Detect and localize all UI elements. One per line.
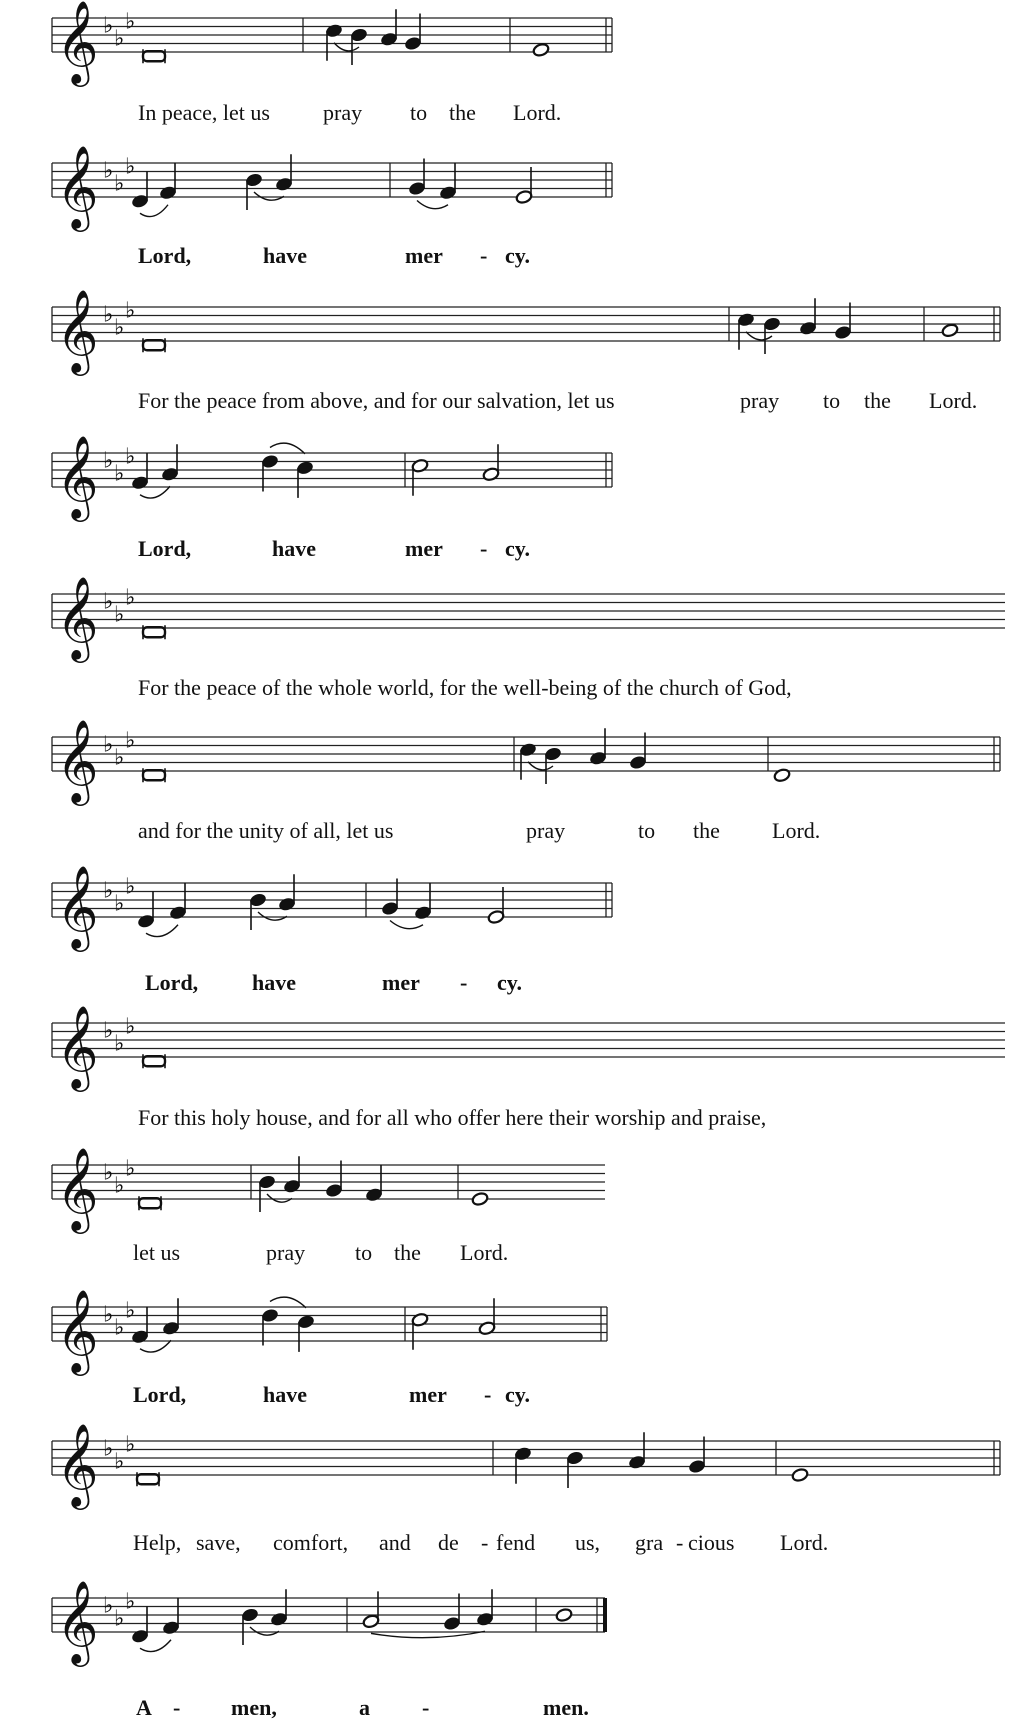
quarter-note-head (131, 475, 149, 490)
flat-icon: ♭ (125, 1156, 136, 1182)
reciting-note-head (137, 1474, 159, 1484)
quarter-note-head (162, 1620, 180, 1635)
slur (267, 1194, 292, 1202)
note (763, 317, 781, 354)
lyric-syllable: gra (635, 1530, 664, 1555)
note (478, 1298, 496, 1335)
lyric-syllable: - (481, 1530, 489, 1555)
staff-system (52, 1579, 605, 1720)
flat-icon: ♭ (114, 1173, 125, 1199)
note (476, 1589, 494, 1626)
note (159, 163, 177, 200)
quarter-note-head (834, 325, 852, 340)
note (487, 887, 505, 924)
flat-icon: ♭ (114, 1449, 125, 1475)
note (283, 1156, 301, 1193)
note (411, 1312, 429, 1349)
note (799, 298, 817, 335)
lyric-syllable: the (864, 388, 891, 413)
lyric-syllable: - (480, 243, 488, 268)
quarter-note-head (325, 1183, 343, 1198)
note (275, 154, 293, 191)
note (482, 444, 500, 481)
treble-clef-icon: 𝄞 (56, 1579, 99, 1663)
half-note-head (411, 1312, 429, 1327)
flat-icon: ♭ (114, 1606, 125, 1632)
note (137, 891, 155, 928)
flat-icon: ♭ (103, 1160, 114, 1186)
flat-icon: ♭ (103, 302, 114, 328)
staff-system (52, 718, 1000, 843)
quarter-note-head (261, 1308, 279, 1323)
note (773, 768, 791, 783)
lyric-syllable: fend (496, 1530, 536, 1555)
note (241, 1608, 259, 1645)
flat-icon: ♭ (114, 315, 125, 341)
whole-note-head (471, 1192, 489, 1207)
quarter-note-head (408, 181, 426, 196)
quarter-note-head (296, 460, 314, 475)
lyric-syllable: cious (688, 1530, 735, 1555)
lyric-syllable: Lord. (929, 388, 978, 413)
note (143, 49, 165, 63)
quarter-note-head (737, 312, 755, 327)
note (249, 893, 267, 930)
quarter-note-head (380, 32, 398, 47)
note (270, 1589, 288, 1626)
lyric-syllable: For the peace from above, and for our salvation, let us (138, 388, 615, 413)
reciting-note-head (143, 627, 165, 637)
lyric-syllable: - (480, 536, 488, 561)
treble-clef-icon: 𝄞 (56, 1004, 99, 1088)
note (737, 312, 755, 349)
flat-icon: ♭ (125, 1014, 136, 1040)
lyric-syllable: to (355, 1240, 373, 1265)
lyric-syllable: to (823, 388, 841, 413)
slur (146, 925, 178, 937)
staff-system (52, 575, 1005, 700)
quarter-note-head (799, 321, 817, 336)
lyric-syllable: pray (740, 388, 780, 413)
treble-clef-icon: 𝄞 (56, 288, 99, 372)
quarter-note-head (414, 905, 432, 920)
note (791, 1468, 809, 1483)
note (566, 1451, 584, 1488)
note (834, 303, 852, 340)
quarter-note-head (476, 1612, 494, 1627)
lyric-syllable: men. (543, 1695, 589, 1720)
whole-note-head (532, 42, 550, 57)
note (296, 460, 314, 497)
lyric-syllable: a (359, 1695, 370, 1720)
quarter-note-head (544, 747, 562, 762)
flat-icon: ♭ (103, 732, 114, 758)
note (162, 1598, 180, 1635)
staff-system (52, 144, 612, 268)
flat-icon: ♭ (114, 745, 125, 771)
flat-icon: ♭ (125, 585, 136, 611)
reciting-note-head (143, 1056, 165, 1066)
treble-clef-icon: 𝄞 (56, 0, 99, 83)
note (411, 458, 429, 495)
note (143, 768, 165, 782)
quarter-note-head (589, 751, 607, 766)
quarter-note-head (628, 1455, 646, 1470)
note (515, 167, 533, 204)
note (365, 1165, 383, 1202)
flat-icon: ♭ (114, 26, 125, 52)
reciting-note-head (143, 340, 165, 350)
staff-system (52, 1146, 605, 1265)
note (278, 874, 296, 911)
note (143, 625, 165, 639)
lyric-syllable: men, (231, 1695, 277, 1720)
quarter-note-head (443, 1616, 461, 1631)
lyric-syllable: have (263, 1382, 307, 1407)
lyric-syllable: For the peace of the whole world, for the well-being of the church of God, (138, 675, 792, 700)
flat-icon: ♭ (103, 589, 114, 615)
slur (140, 1340, 171, 1352)
lyric-syllable: Lord. (772, 818, 821, 843)
lyric-syllable: and for the unity of all, let us (138, 818, 394, 843)
lyric-syllable: have (272, 536, 316, 561)
flat-icon: ♭ (103, 448, 114, 474)
flat-icon: ♭ (114, 891, 125, 917)
flat-icon: ♭ (103, 13, 114, 39)
whole-note-head (555, 1608, 573, 1623)
treble-clef-icon: 𝄞 (56, 575, 99, 659)
lyric-syllable: to (410, 100, 428, 125)
lyric-syllable: - (484, 1382, 492, 1407)
quarter-note-head (404, 36, 422, 51)
flat-icon: ♭ (114, 602, 125, 628)
treble-clef-icon: 𝄞 (56, 144, 99, 228)
note (471, 1192, 489, 1207)
flat-icon: ♭ (114, 461, 125, 487)
flat-icon: ♭ (125, 1432, 136, 1458)
lyric-syllable: Help, (133, 1530, 182, 1555)
quarter-note-head (245, 173, 263, 188)
lyric-syllable: Lord. (780, 1530, 829, 1555)
flat-icon: ♭ (103, 158, 114, 184)
quarter-note-head (763, 317, 781, 332)
quarter-note-head (270, 1612, 288, 1627)
lyric-syllable: Lord. (460, 1240, 509, 1265)
lyric-syllable: comfort, (273, 1530, 349, 1555)
slur (390, 921, 423, 929)
half-note-head (362, 1614, 380, 1629)
lyric-syllable: For this holy house, and for all who offer here their worship and praise, (138, 1105, 767, 1130)
note (261, 1308, 279, 1345)
lyric-syllable: A (136, 1695, 152, 1720)
slur (417, 201, 448, 209)
flat-icon: ♭ (103, 1593, 114, 1619)
quarter-note-head (131, 194, 149, 209)
note (629, 733, 647, 770)
flat-icon: ♭ (103, 878, 114, 904)
quarter-note-head (297, 1314, 315, 1329)
lyric-syllable: Lord. (513, 100, 562, 125)
lyric-syllable: save, (196, 1530, 241, 1555)
flat-icon: ♭ (103, 1302, 114, 1328)
note (381, 879, 399, 916)
note (139, 1196, 161, 1210)
note (162, 1298, 180, 1335)
reciting-note-head (143, 51, 165, 61)
staff-system (52, 434, 612, 561)
lyric-syllable: mer (382, 970, 420, 995)
note (137, 1472, 159, 1486)
staff-system (52, 1004, 1005, 1130)
quarter-note-head (325, 23, 343, 38)
lyric-syllable: the (449, 100, 476, 125)
note (258, 1175, 276, 1212)
lyric-syllable: the (693, 818, 720, 843)
note (408, 159, 426, 196)
slur (140, 205, 168, 217)
slur (250, 1627, 279, 1635)
note (688, 1437, 706, 1474)
quarter-note-head (162, 1321, 180, 1336)
note (555, 1608, 573, 1623)
flat-icon: ♭ (114, 1315, 125, 1341)
lyric-syllable: - (173, 1695, 181, 1720)
lyric-syllable: and (379, 1530, 411, 1555)
half-note-head (482, 467, 500, 482)
staff-system (52, 1422, 1000, 1555)
whole-note-head (941, 323, 959, 338)
lyric-syllable: mer (409, 1382, 447, 1407)
quarter-note-head (249, 893, 267, 908)
note (380, 9, 398, 46)
quarter-note-head (278, 897, 296, 912)
note (325, 1161, 343, 1198)
whole-note-head (791, 1468, 809, 1483)
flat-icon: ♭ (125, 154, 136, 180)
lyric-syllable: let us (133, 1240, 181, 1265)
lyric-syllable: us, (575, 1530, 601, 1555)
flat-icon: ♭ (103, 1436, 114, 1462)
note (628, 1432, 646, 1469)
slur (140, 486, 170, 498)
note (350, 28, 368, 65)
note (414, 883, 432, 920)
quarter-note-head (159, 185, 177, 200)
flat-icon: ♭ (125, 9, 136, 35)
note (245, 173, 263, 210)
reciting-note-head (143, 770, 165, 780)
lyric-syllable: mer (405, 536, 443, 561)
lyric-syllable: Lord, (138, 243, 192, 268)
lyric-syllable: pray (526, 818, 566, 843)
quarter-note-head (365, 1187, 383, 1202)
note (439, 163, 457, 200)
note (261, 454, 279, 491)
half-note-head (515, 190, 533, 205)
lyric-syllable: In peace, let us (138, 100, 270, 125)
quarter-note-head (629, 755, 647, 770)
flat-icon: ♭ (125, 298, 136, 324)
quarter-note-head (137, 914, 155, 929)
note (161, 444, 179, 481)
note (362, 1591, 380, 1628)
slur (254, 192, 284, 200)
flat-icon: ♭ (125, 728, 136, 754)
flat-icon: ♭ (103, 1018, 114, 1044)
quarter-note-head (566, 1451, 584, 1466)
lyric-syllable: the (394, 1240, 421, 1265)
lyric-syllable: cy. (505, 1382, 531, 1407)
treble-clef-icon: 𝄞 (56, 864, 99, 948)
note (514, 1446, 532, 1483)
note (404, 14, 422, 51)
flat-icon: ♭ (125, 1298, 136, 1324)
lyric-syllable: pray (323, 100, 363, 125)
quarter-note-head (131, 1629, 149, 1644)
lyric-syllable: mer (405, 243, 443, 268)
flat-icon: ♭ (125, 874, 136, 900)
slur (270, 1297, 306, 1308)
whole-note-head (773, 768, 791, 783)
lyric-syllable: Lord, (133, 1382, 187, 1407)
note (169, 883, 187, 920)
half-note-head (411, 458, 429, 473)
lyric-syllable: - (460, 970, 468, 995)
lyric-syllable: have (252, 970, 296, 995)
quarter-note-head (275, 177, 293, 192)
quarter-note-head (261, 454, 279, 469)
note (941, 323, 959, 338)
note (443, 1594, 461, 1631)
lyric-syllable: have (263, 243, 307, 268)
quarter-note-head (381, 901, 399, 916)
lyric-syllable: de (438, 1530, 459, 1555)
quarter-note-head (283, 1179, 301, 1194)
quarter-note-head (161, 467, 179, 482)
lyric-syllable: - (676, 1530, 684, 1555)
treble-clef-icon: 𝄞 (56, 1422, 99, 1506)
flat-icon: ♭ (125, 1589, 136, 1615)
half-note-head (487, 910, 505, 925)
treble-clef-icon: 𝄞 (56, 1146, 99, 1230)
note (143, 1054, 165, 1068)
quarter-note-head (241, 1608, 259, 1623)
quarter-note-head (514, 1446, 532, 1461)
quarter-note-head (350, 28, 368, 43)
note (325, 23, 343, 60)
lyric-syllable: Lord, (138, 536, 192, 561)
staff-system (52, 288, 1000, 413)
treble-clef-icon: 𝄞 (56, 434, 99, 518)
staff-system (52, 0, 612, 125)
note (544, 747, 562, 784)
flat-icon: ♭ (114, 171, 125, 197)
lyric-syllable: cy. (497, 970, 523, 995)
flat-icon: ♭ (125, 444, 136, 470)
slur (270, 443, 305, 454)
quarter-note-head (169, 905, 187, 920)
slur (140, 1640, 171, 1652)
lyric-syllable: Lord, (145, 970, 199, 995)
half-note-head (478, 1321, 496, 1336)
lyric-syllable: to (638, 818, 656, 843)
note (143, 338, 165, 352)
quarter-note-head (688, 1459, 706, 1474)
treble-clef-icon: 𝄞 (56, 1288, 99, 1372)
lyric-syllable: cy. (505, 536, 531, 561)
lyric-syllable: - (422, 1695, 430, 1720)
quarter-note-head (439, 185, 457, 200)
reciting-note-head (139, 1198, 161, 1208)
note (532, 42, 550, 57)
lyric-syllable: pray (266, 1240, 306, 1265)
quarter-note-head (258, 1175, 276, 1190)
note (297, 1314, 315, 1351)
note (589, 728, 607, 765)
treble-clef-icon: 𝄞 (56, 718, 99, 802)
lyric-syllable: cy. (505, 243, 531, 268)
staff-system (52, 1288, 607, 1407)
slur (258, 912, 287, 920)
flat-icon: ♭ (114, 1031, 125, 1057)
quarter-note-head (131, 1329, 149, 1344)
quarter-note-head (519, 742, 537, 757)
staff-system (52, 864, 612, 995)
note (519, 742, 537, 779)
